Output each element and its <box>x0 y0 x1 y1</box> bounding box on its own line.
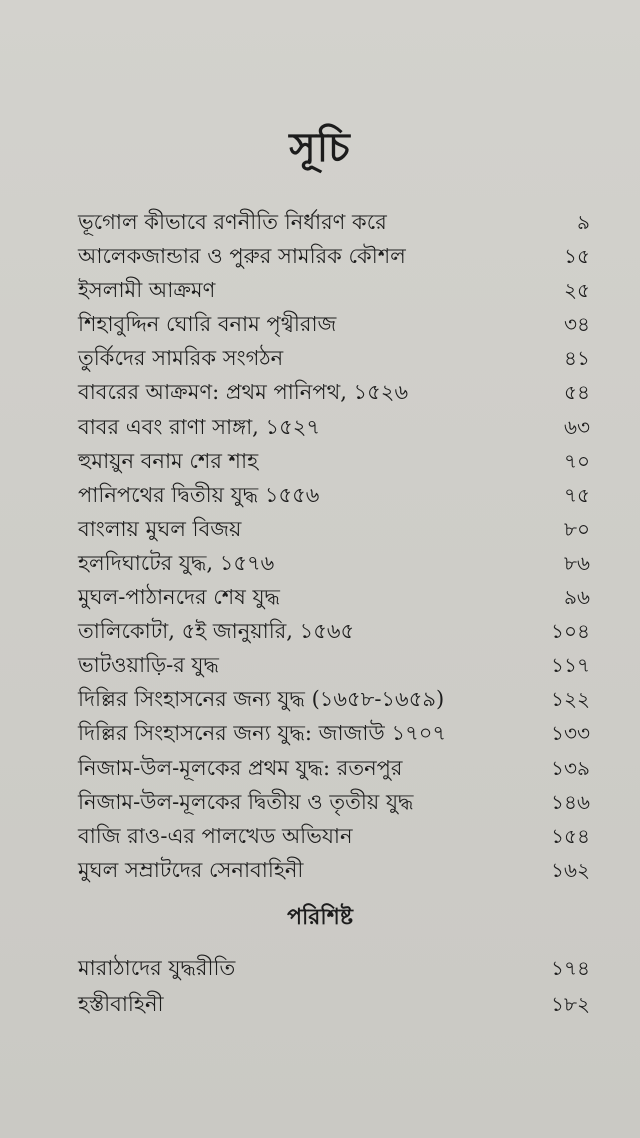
entry-title: হলদিঘাটের যুদ্ধ, ১৫৭৬ <box>78 550 275 575</box>
toc-entry <box>78 410 590 444</box>
page-number: ৬৩ <box>563 414 590 439</box>
toc-entry <box>78 341 590 375</box>
entry-title: বাবর এবং রাণা সাঙ্গা, ১৫২৭ <box>78 414 321 439</box>
appendix-entry <box>78 950 590 986</box>
page-number: ১২২ <box>551 687 590 712</box>
page-number: ১৬২ <box>551 857 590 882</box>
entry-title: হস্তীবাহিনী <box>78 992 164 1016</box>
entry-title: পানিপথের দ্বিতীয় যুদ্ধ ১৫৫৬ <box>78 482 320 507</box>
page-number: ১১৭ <box>551 653 590 678</box>
entry-title: মুঘল-পাঠানদের শেষ যুদ্ধ <box>78 585 280 610</box>
page-number: ১০৪ <box>551 619 590 644</box>
appendix-list <box>78 950 590 1022</box>
entry-title: আলেকজান্ডার ও পুরুর সামরিক কৌশল <box>78 244 406 269</box>
page-number: ৫৪ <box>564 380 590 405</box>
entry-title: ইসলামী আক্রমণ <box>78 278 216 303</box>
entry-title: বাবরের আক্রমণ: প্রথম পানিপথ, ১৫২৬ <box>78 380 409 405</box>
entry-title: নিজাম-উল-মূলকের প্রথম যুদ্ধ: রতনপুর <box>78 755 403 780</box>
toc-entry <box>78 444 590 478</box>
appendix-heading: পরিশিষ্ট <box>287 904 353 930</box>
toc-entry <box>78 614 590 648</box>
entry-title: শিহাবুদ্দিন ঘোরি বনাম পৃথ্বীরাজ <box>78 312 337 337</box>
page-number: ৮৬ <box>564 550 590 575</box>
entry-title: মুঘল সম্রাটদের সেনাবাহিনী <box>78 857 304 882</box>
page-number: ১৩৯ <box>551 755 590 780</box>
toc-entry <box>78 512 590 546</box>
page-number: ৪১ <box>564 346 590 371</box>
toc-entry <box>78 580 590 614</box>
entry-title: বাজি রাও-এর পালখেড অভিযান <box>78 823 353 848</box>
page-number: ১৫৪ <box>551 823 590 848</box>
entry-title: তালিকোটা, ৫ই জানুয়ারি, ১৫৬৫ <box>78 619 355 644</box>
entry-title: ভূগোল কীভাবে রণনীতি নির্ধারণ করে <box>78 210 387 234</box>
page-number: ১৮২ <box>551 992 590 1016</box>
toc-entry <box>78 239 590 273</box>
page-number: ৭০ <box>563 448 590 473</box>
toc-entry <box>78 375 590 409</box>
toc-entry <box>78 205 590 239</box>
page-number: ৯৬ <box>564 585 590 610</box>
entry-title: তুর্কিদের সামরিক সংগঠন <box>78 346 284 371</box>
page-number: ৯ <box>577 210 590 234</box>
page-number: ৮০ <box>564 516 590 541</box>
toc-entry <box>78 546 590 580</box>
appendix-entry <box>78 986 590 1022</box>
toc-entry <box>78 751 590 785</box>
entry-title: হুমায়ুন বনাম শের শাহ <box>78 448 259 473</box>
page-number: ১৫ <box>564 244 590 269</box>
toc-entry <box>78 273 590 307</box>
toc-entry <box>78 307 590 341</box>
toc-entry <box>78 648 590 682</box>
table-of-contents <box>78 205 590 887</box>
page-number: ১৪৬ <box>551 789 590 814</box>
page-number: ২৫ <box>564 278 590 303</box>
entry-title: দিল্লির সিংহাসনের জন্য যুদ্ধ: জাজাউ ১৭০৭ <box>78 721 447 746</box>
toc-entry <box>78 682 590 716</box>
toc-entry <box>78 853 590 887</box>
entry-title: বাংলায় মুঘল বিজয় <box>78 516 242 541</box>
page-number: ৭৫ <box>564 482 590 507</box>
toc-entry <box>78 785 590 819</box>
page-number: ১৩৩ <box>551 721 590 746</box>
toc-entry <box>78 478 590 512</box>
entry-title: ভাটওয়াড়ি-র যুদ্ধ <box>78 653 219 678</box>
page-number: ১৭৪ <box>551 956 590 980</box>
entry-title: নিজাম-উল-মূলকের দ্বিতীয় ও তৃতীয় যুদ্ধ <box>78 789 414 814</box>
entry-title: মারাঠাদের যুদ্ধরীতি <box>78 956 236 980</box>
entry-title: দিল্লির সিংহাসনের জন্য যুদ্ধ (১৬৫৮-১৬৫৯) <box>78 687 445 712</box>
page-number: ৩৪ <box>564 312 590 337</box>
toc-entry <box>78 716 590 750</box>
page-title: সূচি <box>289 124 351 171</box>
toc-entry <box>78 819 590 853</box>
